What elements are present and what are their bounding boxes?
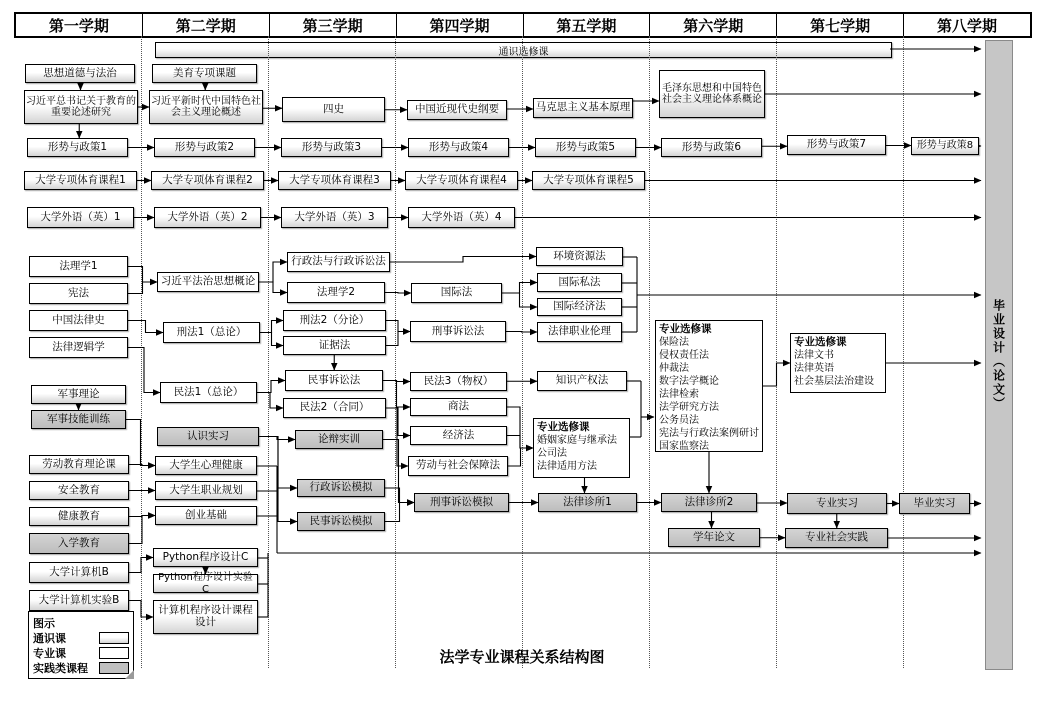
course-node: 大学专项体育课程3 [278,171,391,190]
semester-header-cell: 第八学期 [903,14,1030,36]
course-node: 形势与政策3 [281,138,382,157]
course-node: 中国法律史 [29,310,128,331]
course-node: 计算机程序设计课程设计 [153,600,258,634]
elective-course-item: 社会基层法治建设 [794,376,874,387]
course-node: 形势与政策5 [535,138,636,157]
elective-group-title: 专业选修课 [537,421,590,433]
course-node: 形势与政策8 [911,137,979,155]
elective-course-item: 法律英语 [794,363,834,374]
elective-course-item: 宪法与行政法案例研讨 [659,428,759,439]
course-node: Python程序设计实验C [153,574,258,593]
course-node: 健康教育 [29,507,129,526]
elective-group-node [655,320,763,452]
column-separator [776,36,777,668]
column-separator [268,36,269,668]
course-node: 大学计算机B [29,562,129,583]
course-node: 知识产权法 [537,371,627,391]
page-title: 法学专业课程关系结构图 [439,648,605,666]
course-node: 形势与政策6 [661,138,762,157]
course-node: 论辩实训 [295,430,383,449]
column-separator [649,36,650,668]
course-node: 国际法 [411,283,502,303]
elective-course-item: 婚姻家庭与继承法 [537,435,617,446]
elective-group-node [533,418,630,478]
course-node: 刑法2（分论） [283,310,386,331]
course-node: 形势与政策4 [408,138,509,157]
course-node: 国际私法 [537,273,622,292]
semester-header-cell: 第三学期 [269,14,396,36]
course-node: 刑法1（总论） [163,322,260,343]
course-node: 创业基础 [155,506,257,525]
course-node: 劳动教育理论课 [29,455,129,474]
column-separator [395,36,396,668]
course-node: 商法 [410,398,507,416]
general-elective-label: 通识选修课 [498,46,549,58]
course-node: 美育专项课题 [152,64,257,83]
course-node: 马克思主义基本原理 [533,98,633,118]
elective-course-item: 公司法 [537,448,567,459]
course-node: 形势与政策2 [154,138,255,157]
course-node: 民法2（合同） [283,398,386,418]
course-node: 大学外语（英）3 [281,207,388,228]
legend-row [33,630,129,645]
elective-course-item: 法学研究方法 [659,402,719,413]
elective-group-title: 专业选修课 [659,323,712,335]
elective-course-item: 数字法学概论 [659,376,719,387]
course-node: 经济法 [410,426,507,445]
semester-header-cell: 第五学期 [523,14,650,36]
course-node: 毛泽东思想和中国特色社会主义理论体系概论 [659,70,765,118]
semester-header-cell: 第四学期 [396,14,523,36]
legend-swatch-general [99,632,129,644]
elective-group-title: 专业选修课 [794,336,847,348]
course-node: 入学教育 [29,533,129,554]
general-elective-bar [155,42,892,58]
semester-header-cell: 第六学期 [649,14,776,36]
course-node: 刑事诉讼法 [410,321,506,342]
course-node: 专业实习 [787,493,887,514]
course-node: 学年论文 [668,528,760,547]
legend-label: 专业课 [33,646,66,660]
course-node: 思想道德与法治 [25,64,135,83]
course-node: 大学专项体育课程5 [532,171,645,190]
course-node: 形势与政策7 [787,135,886,155]
course-node: 刑事诉讼模拟 [414,493,509,512]
course-node: 大学生心理健康 [155,456,257,475]
course-node: 专业社会实践 [785,528,888,548]
course-node: 行政诉讼模拟 [297,479,385,497]
elective-course-item: 公务员法 [659,415,699,426]
column-separator [141,36,142,668]
course-node: 习近平新时代中国特色社会主义理论概述 [149,90,263,124]
course-node: 劳动与社会保障法 [408,456,508,476]
graduation-bar [985,40,1013,670]
course-node: 法律逻辑学 [29,337,128,358]
elective-course-item: 侵权责任法 [659,350,709,361]
semester-header-cell: 第七学期 [776,14,903,36]
elective-course-item: 法律文书 [794,350,834,361]
legend [28,611,134,679]
elective-group-node [790,333,886,393]
course-node: 安全教育 [29,481,129,500]
course-node: 民事诉讼模拟 [297,512,385,531]
legend-label: 实践类课程 [33,661,88,675]
course-node: 民事诉讼法 [285,370,383,391]
elective-course-item: 保险法 [659,337,689,348]
legend-row [33,660,129,675]
course-node: 证据法 [283,336,386,355]
column-separator [903,36,904,668]
course-node: 大学外语（英）1 [27,207,134,228]
course-node: 环境资源法 [536,247,623,266]
course-node: 民法1（总论） [160,382,257,403]
course-node: 法律诊所1 [538,493,637,512]
semester-header-row [14,12,1032,38]
legend-label: 通识课 [33,631,66,645]
course-node: 法理学1 [29,256,128,277]
course-node: 大学生职业规划 [155,481,257,500]
course-node: 法律职业伦理 [537,322,622,342]
course-node: 大学专项体育课程4 [405,171,518,190]
course-node: 大学专项体育课程1 [24,171,137,190]
course-node: 国际经济法 [537,298,622,316]
course-node: 军事技能训练 [31,410,126,429]
course-node: 习近平总书记关于教育的重要论述研究 [24,90,138,124]
course-node: 大学专项体育课程2 [151,171,264,190]
course-node: 大学外语（英）4 [408,207,515,228]
course-node: 民法3（物权） [410,372,507,391]
course-node: 法理学2 [287,282,385,303]
course-node: 毕业实习 [899,493,970,514]
course-node: 习近平法治思想概论 [157,272,259,292]
column-separator [522,36,523,668]
course-node: 大学外语（英）2 [154,207,261,228]
elective-course-item: 仲裁法 [659,363,689,374]
course-node: 法律诊所2 [661,493,757,512]
elective-course-item: 法律适用方法 [537,461,597,472]
elective-course-item: 国家监察法 [659,441,709,452]
course-node: 大学计算机实验B [29,590,129,611]
semester-header-cell: 第一学期 [48,16,109,35]
course-node: 宪法 [29,283,128,304]
semester-header-cell: 第二学期 [142,14,269,36]
course-node: Python程序设计C [153,548,258,567]
legend-row [33,645,129,660]
course-node: 中国近现代史纲要 [407,100,507,120]
elective-course-item: 法律检索 [659,389,699,400]
legend-swatch-practice [99,662,129,674]
course-node: 形势与政策1 [27,138,128,157]
legend-swatch-major [99,647,129,659]
legend-title: 图示 [33,616,55,630]
graduation-label: 毕业设计（论文） [991,299,1006,411]
course-node: 认识实习 [157,427,259,446]
course-node: 四史 [282,97,385,122]
course-node: 军事理论 [31,385,126,404]
course-node: 行政法与行政诉讼法 [287,252,390,272]
